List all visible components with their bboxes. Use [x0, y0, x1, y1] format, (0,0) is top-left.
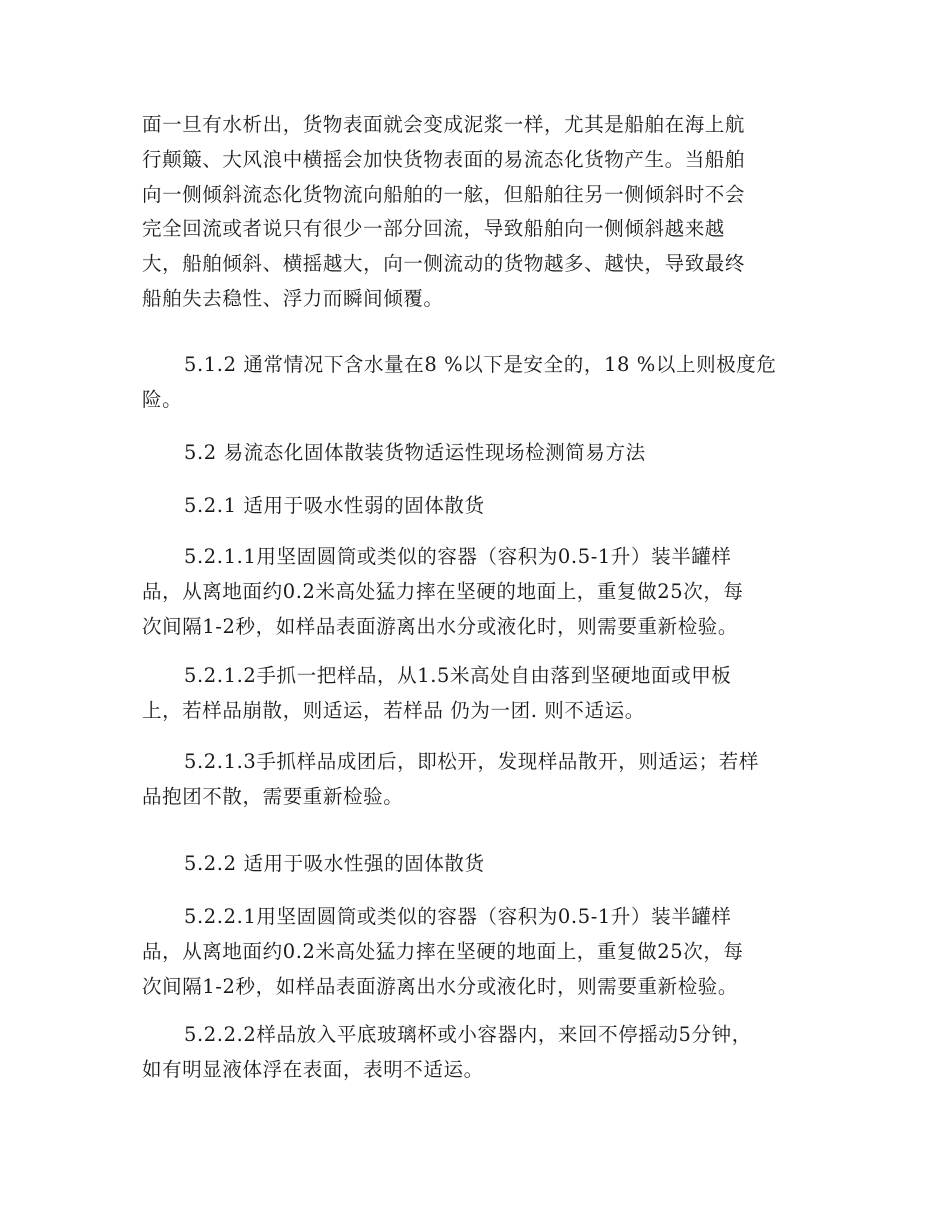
text-line: 完全回流或者说只有很少一部分回流，导致船舶向一侧倾斜越来越	[142, 217, 725, 241]
text-line: 次间隔1-2秒，如样品表面游离出水分或液化时，则需要重新检验。	[142, 974, 739, 998]
paragraph-5-2-2-2	[142, 1018, 822, 1088]
heading-5-2-1	[142, 489, 822, 524]
heading-5-2-2	[142, 847, 822, 882]
text-line: 5.1.2 通常情况下含水量在8 %以下是安全的，18 %以上则极度危	[184, 353, 777, 376]
text-line: 5.2 易流态化固体散装货物适运性现场检测简易方法	[184, 441, 646, 464]
paragraph-5-2-1-2	[142, 659, 822, 729]
text-line: 5.2.1.2手抓一把样品，从1.5米高处自由落到坚硬地面或甲板	[184, 664, 732, 687]
heading-5-2	[142, 436, 822, 471]
paragraph-5-2-1-1	[142, 540, 822, 644]
text-line: 5.2.1 适用于吸水性弱的固体散货	[184, 494, 485, 517]
text-line: 大，船舶倾斜、横摇越大，向一侧流动的货物越多、越快，导致最终	[142, 252, 746, 276]
text-line: 险。	[142, 387, 183, 411]
text-line: 5.2.2 适用于吸水性强的固体散货	[184, 852, 485, 875]
paragraph-5-2-1-3	[142, 745, 822, 815]
text-line: 5.2.1.1用坚固圆筒或类似的容器（容积为0.5-1升）装半罐样	[184, 545, 732, 568]
paragraph-liquefaction-mechanism	[142, 108, 822, 317]
paragraph-5-2-2-1	[142, 900, 822, 1004]
text-line: 上，若样品崩散，则适运，若样品 仍为一团. 则不适运。	[142, 698, 645, 722]
text-line: 如有明显液体浮在表面，表明不适运。	[142, 1057, 484, 1081]
text-line: 向一侧倾斜流态化货物流向船舶的一舷，但船舶往另一侧倾斜时不会	[142, 182, 746, 206]
text-line: 5.2.2.2样品放入平底玻璃杯或小容器内，来回不停摇动5分钟，	[184, 1023, 752, 1046]
text-line: 品，从离地面约0.2米高处猛力摔在坚硬的地面上，重复做25次，每	[142, 939, 744, 963]
text-line: 船舶失去稳性、浮力而瞬间倾覆。	[142, 286, 444, 310]
text-line: 面一旦有水析出，货物表面就会变成泥浆一样，尤其是船舶在海上航	[142, 113, 746, 136]
text-line: 品抱团不散，需要重新检验。	[142, 784, 404, 808]
text-line: 行颠簸、大风浪中横摇会加快货物表面的易流态化货物产生。当船舶	[142, 147, 746, 171]
text-line: 次间隔1-2秒，如样品表面游离出水分或液化时，则需要重新检验。	[142, 614, 739, 638]
paragraph-5-1-2	[142, 348, 822, 418]
text-line: 5.2.1.3手抓样品成团后，即松开，发现样品散开，则适运；若样	[184, 750, 759, 773]
text-line: 5.2.2.1用坚固圆筒或类似的容器（容积为0.5-1升）装半罐样	[184, 905, 732, 928]
text-line: 品，从离地面约0.2米高处猛力摔在坚硬的地面上，重复做25次，每	[142, 579, 744, 603]
